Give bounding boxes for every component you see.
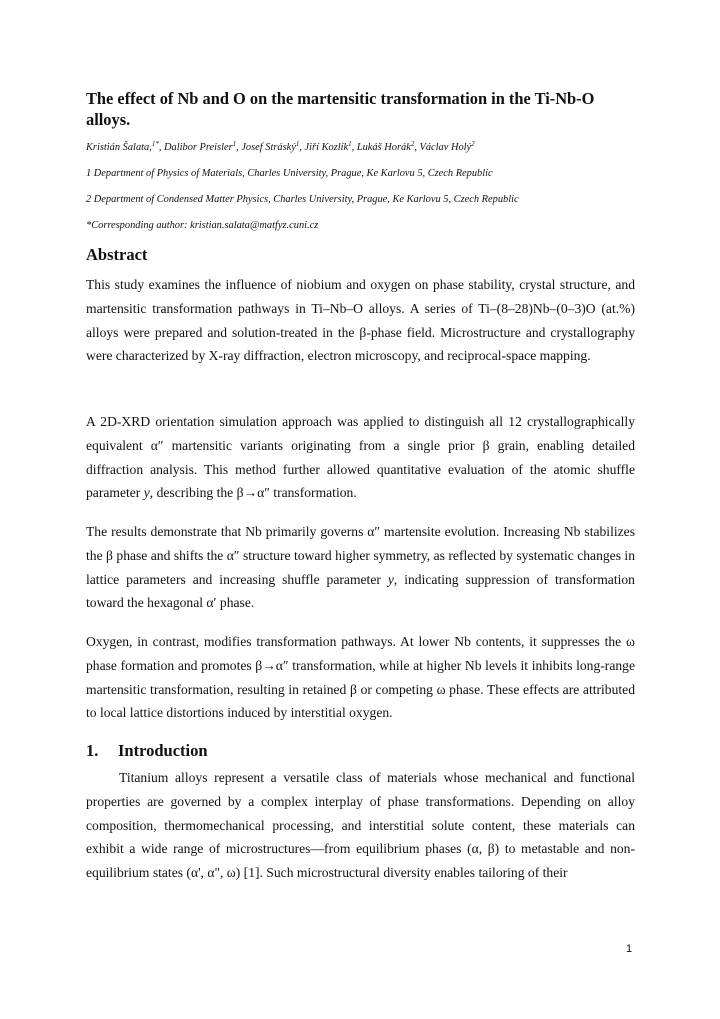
author-name: , Jiří Kozlík	[299, 142, 349, 153]
author-affiliation-mark: 2	[410, 140, 415, 148]
author-affiliation-mark: 1*	[151, 140, 159, 148]
author-name: , Dalibor Preisler	[158, 142, 233, 153]
corresponding-author: *Corresponding author: kristian.salata@matfyz.cuni.cz	[86, 220, 319, 231]
author-affiliation-mark: 1	[295, 140, 300, 148]
author-name: , Josef Stráský	[236, 142, 296, 153]
abstract-paragraph: This study examines the influence of niobium and oxygen on phase stability, crystal structure, and martensitic transformation pathways in Ti–Nb–O alloys. A series of Ti–(8–28)Nb–(0–3)O (at.%) alloys were prepared and solution-treated in the β-phase field. Microstructure and crystallography were characterized by X-ray diffraction, electron microscopy, and reciprocal-space mapping.	[86, 277, 635, 364]
paper-title: The effect of Nb and O on the martensitic transformation in the Ti-Nb-O alloys.	[86, 89, 595, 129]
introduction-paragraph: Titanium alloys represent a versatile class of materials whose mechanical and functional properties are governed by a complex interplay of phase transformations. Depending on alloy composition, thermomechanical processing, and interstitial solute content, these materials can exhibit a wide range of microstructures—from equilibrium phases (α, β) to metastable and non-equilibrium states (α', α", ω) [1]. Such microstructural diversity enables tailoring of their	[86, 770, 635, 881]
section-number: 1.	[86, 741, 99, 760]
abstract-paragraph: A 2D-XRD orientation simulation approach was applied to distinguish all 12 crystallographically equivalent α″ martensitic variants originating from a single prior β grain, enabling detailed diffraction analysis. This method further allowed quantitative evaluation of the atomic shuffle parameter y, describing the β→α″ transformation.	[86, 414, 635, 501]
author-name: Kristián Šalata,	[86, 142, 152, 153]
author-affiliation-mark: 2	[471, 140, 475, 148]
page-number: 1	[626, 943, 633, 955]
author-list	[86, 141, 475, 155]
section-title: Introduction	[118, 741, 208, 760]
author-name: , Lukáš Horák	[351, 142, 411, 153]
affiliation-1: 1 Department of Physics of Materials, Charles University, Prague, Ke Karlovu 5, Czech Republic	[86, 168, 493, 179]
author-affiliation-mark: 1	[348, 140, 352, 148]
abstract-paragraph: The results demonstrate that Nb primarily governs α″ martensite evolution. Increasing Nb stabilizes the β phase and shifts the α″ structure toward higher symmetry, as reflected by systematic changes in lattice parameters and increasing shuffle parameter y, indicating suppression of transformation toward the hexagonal α′ phase.	[86, 524, 635, 611]
author-name: , Václav Holý	[414, 142, 472, 153]
author-affiliation-mark: 1	[232, 140, 237, 148]
abstract-heading: Abstract	[86, 245, 148, 264]
abstract-paragraph: Oxygen, in contrast, modifies transformation pathways. At lower Nb contents, it suppresses the ω phase formation and promotes β→α″ transformation, while at higher Nb levels it inhibits long-range martensitic transformation, resulting in retained β or competing ω phase. These effects are attributed to local lattice distortions induced by interstitial oxygen.	[86, 634, 635, 721]
introduction-heading	[86, 741, 208, 761]
affiliation-2: 2 Department of Condensed Matter Physics, Charles University, Prague, Ke Karlovu 5, Czech Republic	[86, 194, 519, 205]
